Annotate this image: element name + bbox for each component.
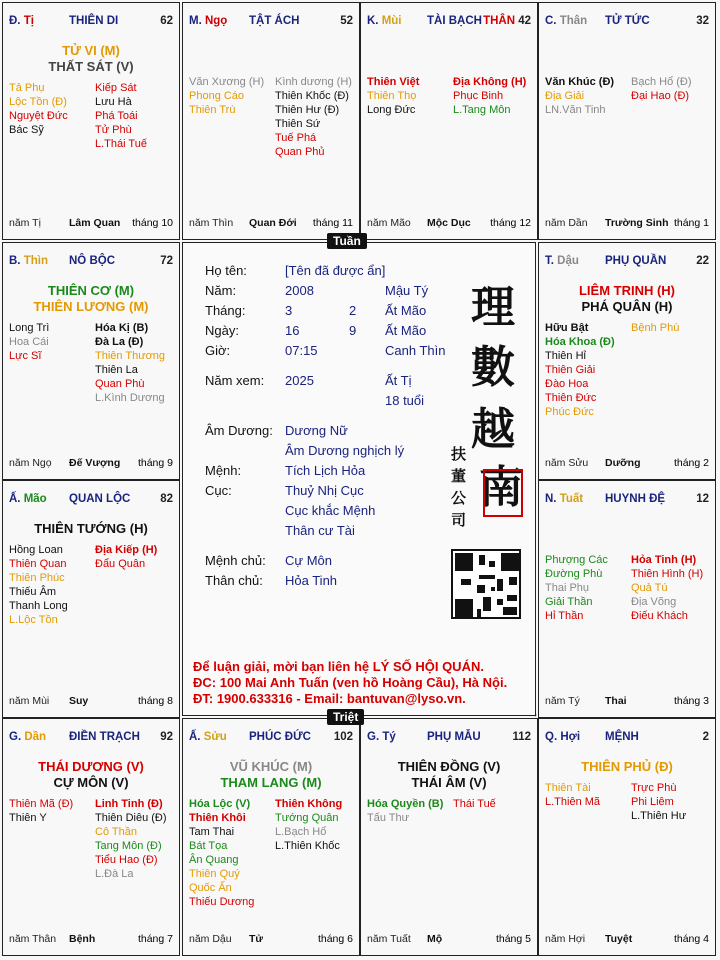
palace-cell	[538, 2, 716, 240]
footer-month: tháng 1	[673, 217, 709, 229]
minor-star: Thiên Việt	[367, 76, 420, 88]
palace-header	[367, 15, 533, 31]
main-star: VŨ KHÚC (M)	[229, 759, 313, 774]
main-star: PHÁ QUÂN (H)	[581, 299, 673, 314]
minor-star: Ân Quang	[189, 854, 239, 866]
minor-star: Long Đức	[367, 104, 416, 116]
footer-stage: Đế Vượng	[69, 457, 121, 469]
minor-star: Thiên Y	[9, 812, 47, 824]
minor-star: Long Trì	[9, 322, 50, 334]
palace-name: TỬ TỨC	[605, 15, 650, 27]
main-stars	[539, 283, 715, 315]
left-stars	[367, 797, 443, 825]
minor-star: Hoa Cái	[9, 336, 49, 348]
palace-number: 92	[160, 731, 173, 743]
palace-cell	[182, 718, 360, 956]
info-text: Năm:	[205, 283, 237, 298]
footer-month: tháng 12	[490, 217, 531, 229]
minor-star: Cô Thần	[95, 826, 137, 838]
info-text: [Tên đã được ẩn]	[285, 263, 386, 278]
minor-star: Tả Phụ	[9, 82, 45, 94]
footer-year: năm Sửu	[545, 457, 589, 469]
info-text: Cục:	[205, 483, 232, 498]
palace-number: 102	[333, 731, 353, 743]
palace-cell	[360, 2, 538, 240]
minor-star: Đại Hao (Đ)	[631, 90, 690, 102]
main-star: LIÊM TRINH (H)	[578, 283, 676, 298]
minor-star: Phong Cáo	[189, 90, 245, 102]
minor-star: Thiếu Âm	[9, 586, 57, 598]
minor-star: Thiên Hỉ	[545, 350, 586, 362]
footer-year: năm Dậu	[189, 933, 232, 945]
minor-star: Đào Hoa	[545, 378, 589, 390]
minor-star: Đà La (Đ)	[95, 336, 144, 348]
footer-stage: Tử	[249, 933, 264, 945]
footer-year: năm Tý	[545, 695, 580, 707]
footer-year: năm Tị	[9, 217, 41, 229]
main-stars	[3, 283, 179, 315]
palace-can-chi: C. Thân	[545, 15, 588, 27]
minor-star: Tuế Phá	[275, 132, 317, 144]
seal-text: 董	[451, 467, 467, 485]
footer-stage: Mộc Dục	[427, 217, 471, 229]
minor-star: Bệnh Phù	[631, 322, 680, 334]
footer-month: tháng 10	[132, 217, 173, 229]
right-stars	[631, 321, 679, 335]
palace-footer	[367, 933, 533, 947]
footer-stage: Bệnh	[69, 933, 96, 945]
minor-star: Quốc Ấn	[189, 882, 232, 894]
footer-stage: Quan Đới	[249, 217, 297, 229]
minor-star: Tang Môn (Đ)	[95, 840, 162, 852]
minor-star: Địa Võng	[631, 596, 677, 608]
minor-star: Quan Phù	[95, 378, 145, 390]
palace-can-chi: Đ. Tị	[9, 15, 34, 27]
main-stars	[361, 759, 537, 791]
minor-star: L.Thái Tuế	[95, 138, 147, 150]
main-star: THÁI ÂM (V)	[411, 775, 487, 790]
minor-star: Địa Kiếp (H)	[95, 544, 158, 556]
minor-star: Quả Tú	[631, 582, 668, 594]
info-text: Tích Lịch Hỏa	[285, 463, 366, 478]
minor-star: Thanh Long	[9, 600, 68, 612]
right-stars	[95, 321, 165, 405]
tuan-label: Tuần	[327, 233, 367, 249]
right-stars	[95, 797, 167, 881]
palace-can-chi: Ấ. Mão	[9, 493, 47, 505]
minor-star: Thiên Hư (Đ)	[275, 104, 340, 116]
palace-can-chi: G. Dần	[9, 731, 47, 743]
palace-name: TẬT ÁCH	[249, 15, 300, 27]
palace-name: HUYNH ĐỆ	[605, 493, 666, 505]
info-text: Thân cư Tài	[285, 523, 355, 538]
info-text: Giờ:	[205, 343, 231, 358]
minor-star: Tấu Thư	[367, 812, 410, 824]
calligraphy-char: 理	[471, 282, 515, 333]
main-stars	[183, 759, 359, 791]
left-stars	[9, 543, 68, 627]
seal-text: 扶	[451, 445, 467, 463]
info-text: Năm xem:	[205, 373, 265, 388]
minor-star: Thiếu Dương	[189, 896, 255, 908]
palace-name: PHỤ MẪU	[427, 731, 481, 743]
palace-can-chi: M. Ngọ	[189, 15, 228, 27]
palace-footer	[545, 933, 711, 947]
left-stars	[545, 321, 615, 419]
minor-star: Bạch Hổ (Đ)	[631, 76, 692, 88]
palace-cell	[2, 242, 180, 480]
minor-star: Phục Binh	[453, 90, 504, 102]
info-text: Tháng:	[205, 303, 246, 318]
palace-can-chi: N. Tuất	[545, 493, 584, 505]
right-stars	[95, 81, 147, 151]
info-text: Ngày:	[205, 323, 239, 338]
palace-cell	[360, 718, 538, 956]
minor-star: LN.Văn Tinh	[545, 104, 606, 116]
footer-year: năm Dần	[545, 217, 588, 229]
palace-can-chi: G. Tý	[367, 731, 396, 743]
main-star: THIÊN LƯƠNG (M)	[33, 299, 149, 314]
footer-year: năm Mão	[367, 217, 411, 229]
minor-star: Phúc Đức	[545, 406, 594, 418]
palace-cell	[2, 2, 180, 240]
center-info-panel	[182, 242, 536, 716]
left-stars	[9, 321, 49, 363]
palace-header	[367, 731, 533, 747]
info-text: 3	[285, 303, 293, 318]
footer-month: tháng 3	[673, 695, 709, 707]
main-star: THIÊN PHỦ (Đ)	[581, 759, 673, 774]
minor-star: Thiên Hình (H)	[631, 568, 704, 580]
minor-star: Thiên Diêu (Đ)	[95, 812, 167, 824]
palace-header	[189, 15, 355, 31]
minor-star: Tử Phù	[95, 124, 132, 136]
left-stars	[545, 75, 614, 117]
minor-star: Đường Phù	[545, 568, 603, 580]
palace-cell	[2, 718, 180, 956]
minor-star: L.Kình Dương	[95, 392, 165, 404]
minor-star: Phá Toái	[95, 110, 138, 122]
main-star: THIÊN CƠ (M)	[47, 283, 135, 298]
palace-footer	[545, 695, 711, 709]
left-stars	[9, 81, 68, 137]
main-star: THIÊN TƯỚNG (H)	[34, 521, 148, 536]
main-stars	[3, 759, 179, 791]
info-text: Ất Mão	[385, 323, 427, 338]
footer-year: năm Thìn	[189, 217, 234, 229]
minor-star: Linh Tinh (Đ)	[95, 798, 163, 810]
footer-month: tháng 11	[312, 217, 353, 229]
palace-can-chi: Q. Hợi	[545, 731, 581, 743]
minor-star: Thai Phụ	[545, 582, 590, 594]
main-stars	[3, 43, 179, 75]
right-stars	[275, 797, 342, 853]
minor-star: Hồng Loan	[9, 544, 63, 556]
seal-text: 司	[451, 511, 467, 529]
info-text: Mệnh:	[205, 463, 242, 478]
palace-footer	[189, 933, 355, 947]
main-star: TỬ VI (M)	[62, 43, 120, 58]
palace-number: 32	[696, 15, 709, 27]
palace-number: 2	[702, 731, 709, 743]
minor-star: Thiên Giải	[545, 364, 596, 376]
palace-footer	[545, 457, 711, 471]
main-stars	[539, 759, 715, 775]
minor-star: Trực Phù	[631, 782, 677, 794]
footer-year: năm Mùi	[9, 695, 50, 707]
minor-star: Thái Tuế	[453, 798, 496, 810]
palace-header	[545, 15, 711, 31]
calligraphy-char: 南	[479, 462, 523, 513]
palace-header	[9, 731, 175, 747]
info-text: Mậu Tý	[385, 283, 429, 298]
info-text: 07:15	[285, 343, 318, 358]
footer-month: tháng 5	[495, 933, 531, 945]
main-star: THẤT SÁT (V)	[48, 59, 134, 74]
palace-number: 82	[160, 493, 173, 505]
palace-header	[9, 493, 175, 509]
palace-name: NÔ BỘC	[69, 255, 115, 267]
info-text: 2025	[285, 373, 314, 388]
minor-star: Hỏa Tinh (H)	[631, 554, 697, 566]
minor-star: Địa Không (H)	[453, 76, 527, 88]
info-text: Hỏa Tinh	[285, 573, 338, 588]
palace-can-chi: T. Dậu	[545, 255, 579, 267]
palace-header	[9, 15, 175, 31]
footer-month: tháng 7	[137, 933, 173, 945]
minor-star: Hóa Lộc (V)	[189, 798, 251, 810]
palace-header	[545, 255, 711, 271]
info-text: Dương Nữ	[285, 423, 348, 438]
main-star: CỰ MÔN (V)	[53, 775, 129, 790]
minor-star: L.Tang Môn	[453, 104, 511, 116]
palace-number: 62	[160, 15, 173, 27]
main-star: THÁI DƯƠNG (V)	[38, 759, 144, 774]
minor-star: Tướng Quân	[275, 812, 339, 824]
main-star: THIÊN ĐỒNG (V)	[397, 759, 501, 774]
palace-footer	[545, 217, 711, 231]
minor-star: Hóa Kị (B)	[95, 322, 149, 334]
red-seal-stamp	[483, 469, 523, 517]
minor-star: Thiên Sứ	[275, 118, 321, 130]
minor-star: Đẩu Quân	[95, 558, 146, 570]
right-stars	[631, 553, 703, 623]
minor-star: Bác Sỹ	[9, 124, 44, 136]
palace-footer	[9, 695, 175, 709]
info-text: Ất Mão	[385, 303, 427, 318]
info-text: 2	[349, 303, 357, 318]
info-text: 18 tuổi	[385, 393, 425, 408]
seal-text: 公	[451, 489, 467, 507]
palace-header	[545, 731, 711, 747]
footer-stage: Thai	[605, 695, 627, 707]
palace-header	[189, 731, 355, 747]
footer-year: năm Tuất	[367, 933, 411, 945]
info-text: Mệnh chủ:	[205, 553, 266, 568]
footer-month: tháng 9	[137, 457, 173, 469]
palace-name: PHỤ QUẦN	[605, 255, 667, 267]
minor-star: Lưu Hà	[95, 96, 132, 108]
minor-star: Địa Giải	[545, 90, 585, 102]
info-text: 2008	[285, 283, 314, 298]
palace-number: 72	[160, 255, 173, 267]
palace-name: TÀI BẠCH	[427, 15, 482, 27]
palace-footer	[367, 217, 533, 231]
palace-header	[545, 493, 711, 509]
footer-stage: Mộ	[427, 933, 443, 945]
footer-month: tháng 6	[317, 933, 353, 945]
footer-year: năm Ngọ	[9, 457, 52, 469]
palace-number: 112	[512, 731, 531, 743]
palace-number: 52	[340, 15, 353, 27]
palace-name: QUAN LỘC	[69, 493, 131, 505]
minor-star: Kiếp Sát	[95, 82, 137, 94]
palace-cell	[538, 242, 716, 480]
minor-star: Thiên Phúc	[9, 572, 65, 584]
minor-star: L.Đà La	[95, 868, 134, 880]
minor-star: Thiên Thọ	[367, 90, 417, 102]
minor-star: L.Thiên Khốc	[275, 840, 340, 852]
minor-star: Lộc Tồn (Đ)	[9, 96, 67, 108]
palace-cell	[538, 718, 716, 956]
minor-star: L.Thiên Mã	[545, 796, 601, 808]
footer-month: tháng 4	[673, 933, 709, 945]
minor-star: Phượng Các	[545, 554, 608, 566]
minor-star: Lực Sĩ	[9, 350, 42, 362]
palace-name: ĐIỀN TRẠCH	[69, 731, 140, 743]
contact-line: Để luận giải, mời bạn liên hệ LÝ SỐ HỘI QUÁN.	[193, 659, 484, 674]
contact-line: ĐT: 1900.633316 - Email: bantuvan@lyso.vn.	[193, 691, 466, 706]
info-text: Họ tên:	[205, 263, 247, 278]
palace-number: THÂN 42	[483, 15, 531, 27]
minor-star: Thiên Quý	[189, 868, 240, 880]
minor-star: Thiên Trù	[189, 104, 236, 116]
palace-number: 12	[696, 493, 709, 505]
right-stars	[453, 75, 526, 117]
right-stars	[275, 75, 352, 159]
minor-star: Bát Tọa	[189, 840, 228, 852]
left-stars	[367, 75, 419, 117]
palace-header	[9, 255, 175, 271]
palace-footer	[189, 217, 355, 231]
palace-number: 22	[696, 255, 709, 267]
minor-star: Tam Thai	[189, 826, 235, 838]
info-text: Thuỷ Nhị Cục	[285, 483, 364, 498]
contact-line: ĐC: 100 Mai Anh Tuấn (ven hồ Hoàng Cầu), Hà Nội.	[193, 675, 508, 690]
minor-star: Thiên Mã (Đ)	[9, 798, 74, 810]
palace-cell	[538, 480, 716, 718]
right-stars	[453, 797, 496, 811]
minor-star: Văn Khúc (Đ)	[545, 76, 615, 88]
palace-footer	[9, 933, 175, 947]
footer-stage: Suy	[69, 695, 89, 707]
minor-star: Tiểu Hao (Đ)	[95, 854, 158, 866]
palace-can-chi: B. Thìn	[9, 255, 48, 267]
minor-star: Thiên Đức	[545, 392, 597, 404]
right-stars	[95, 543, 157, 571]
minor-star: Thiên Thương	[95, 350, 166, 362]
right-stars	[631, 781, 686, 823]
palace-can-chi: K. Mùi	[367, 15, 402, 27]
info-text: Âm Dương nghịch lý	[285, 443, 405, 458]
minor-star: Quan Phủ	[275, 146, 325, 158]
minor-star: Giải Thần	[545, 596, 593, 608]
minor-star: Văn Xương (H)	[189, 76, 265, 88]
palace-name: THIÊN DI	[69, 15, 119, 27]
footer-stage: Trường Sinh	[605, 217, 669, 229]
minor-star: Điếu Khách	[631, 610, 688, 622]
info-text: Âm Dương:	[205, 423, 273, 438]
right-stars	[631, 75, 692, 103]
palace-name: PHÚC ĐỨC	[249, 731, 311, 743]
footer-year: năm Thân	[9, 933, 57, 945]
minor-star: Hóa Khoa (Đ)	[545, 336, 615, 348]
footer-month: tháng 8	[137, 695, 173, 707]
left-stars	[189, 797, 254, 909]
palace-footer	[9, 217, 175, 231]
left-stars	[9, 797, 73, 825]
palace-can-chi: Ấ. Sửu	[189, 731, 227, 743]
minor-star: Hóa Quyền (B)	[367, 798, 444, 810]
info-text: Cự Môn	[285, 553, 332, 568]
minor-star: L.Lộc Tồn	[9, 614, 58, 626]
palace-cell	[2, 480, 180, 718]
palace-name: MỆNH	[605, 731, 639, 743]
info-text: Thân chủ:	[205, 573, 263, 588]
info-text: 16	[285, 323, 300, 338]
minor-star: Thiên Khôi	[189, 812, 246, 824]
calligraphy-char: 越	[471, 404, 515, 455]
left-stars	[189, 75, 264, 117]
minor-star: Thiên Quan	[9, 558, 67, 570]
main-star: THAM LANG (M)	[220, 775, 322, 790]
minor-star: Thiên Không	[275, 798, 343, 810]
footer-stage: Dưỡng	[605, 457, 641, 469]
footer-year: năm Hợi	[545, 933, 586, 945]
left-stars	[545, 781, 600, 809]
minor-star: Thiên Tài	[545, 782, 591, 794]
minor-star: Thiên La	[95, 364, 138, 376]
left-stars	[545, 553, 608, 623]
minor-star: Hữu Bật	[545, 322, 589, 334]
minor-star: L.Thiên Hư	[631, 810, 687, 822]
minor-star: Hỉ Thần	[545, 610, 584, 622]
info-text: 9	[349, 323, 357, 338]
footer-stage: Tuyệt	[605, 933, 633, 945]
triet-label: Triệt	[327, 709, 364, 725]
minor-star: Nguyệt Đức	[9, 110, 68, 122]
calligraphy-char: 數	[471, 342, 515, 393]
info-text: Ất Tị	[385, 373, 412, 388]
minor-star: Phi Liêm	[631, 796, 674, 808]
minor-star: L.Bạch Hổ	[275, 826, 327, 838]
palace-cell	[182, 2, 360, 240]
info-text: Cục khắc Mệnh	[285, 503, 376, 518]
footer-month: tháng 2	[673, 457, 709, 469]
info-text: Canh Thìn	[385, 343, 446, 358]
minor-star: Kình dương (H)	[275, 76, 352, 88]
main-stars	[3, 521, 179, 537]
minor-star: Thiên Khốc (Đ)	[275, 90, 349, 102]
palace-footer	[9, 457, 175, 471]
qr-code-icon	[451, 549, 521, 619]
footer-stage: Lâm Quan	[69, 217, 121, 229]
